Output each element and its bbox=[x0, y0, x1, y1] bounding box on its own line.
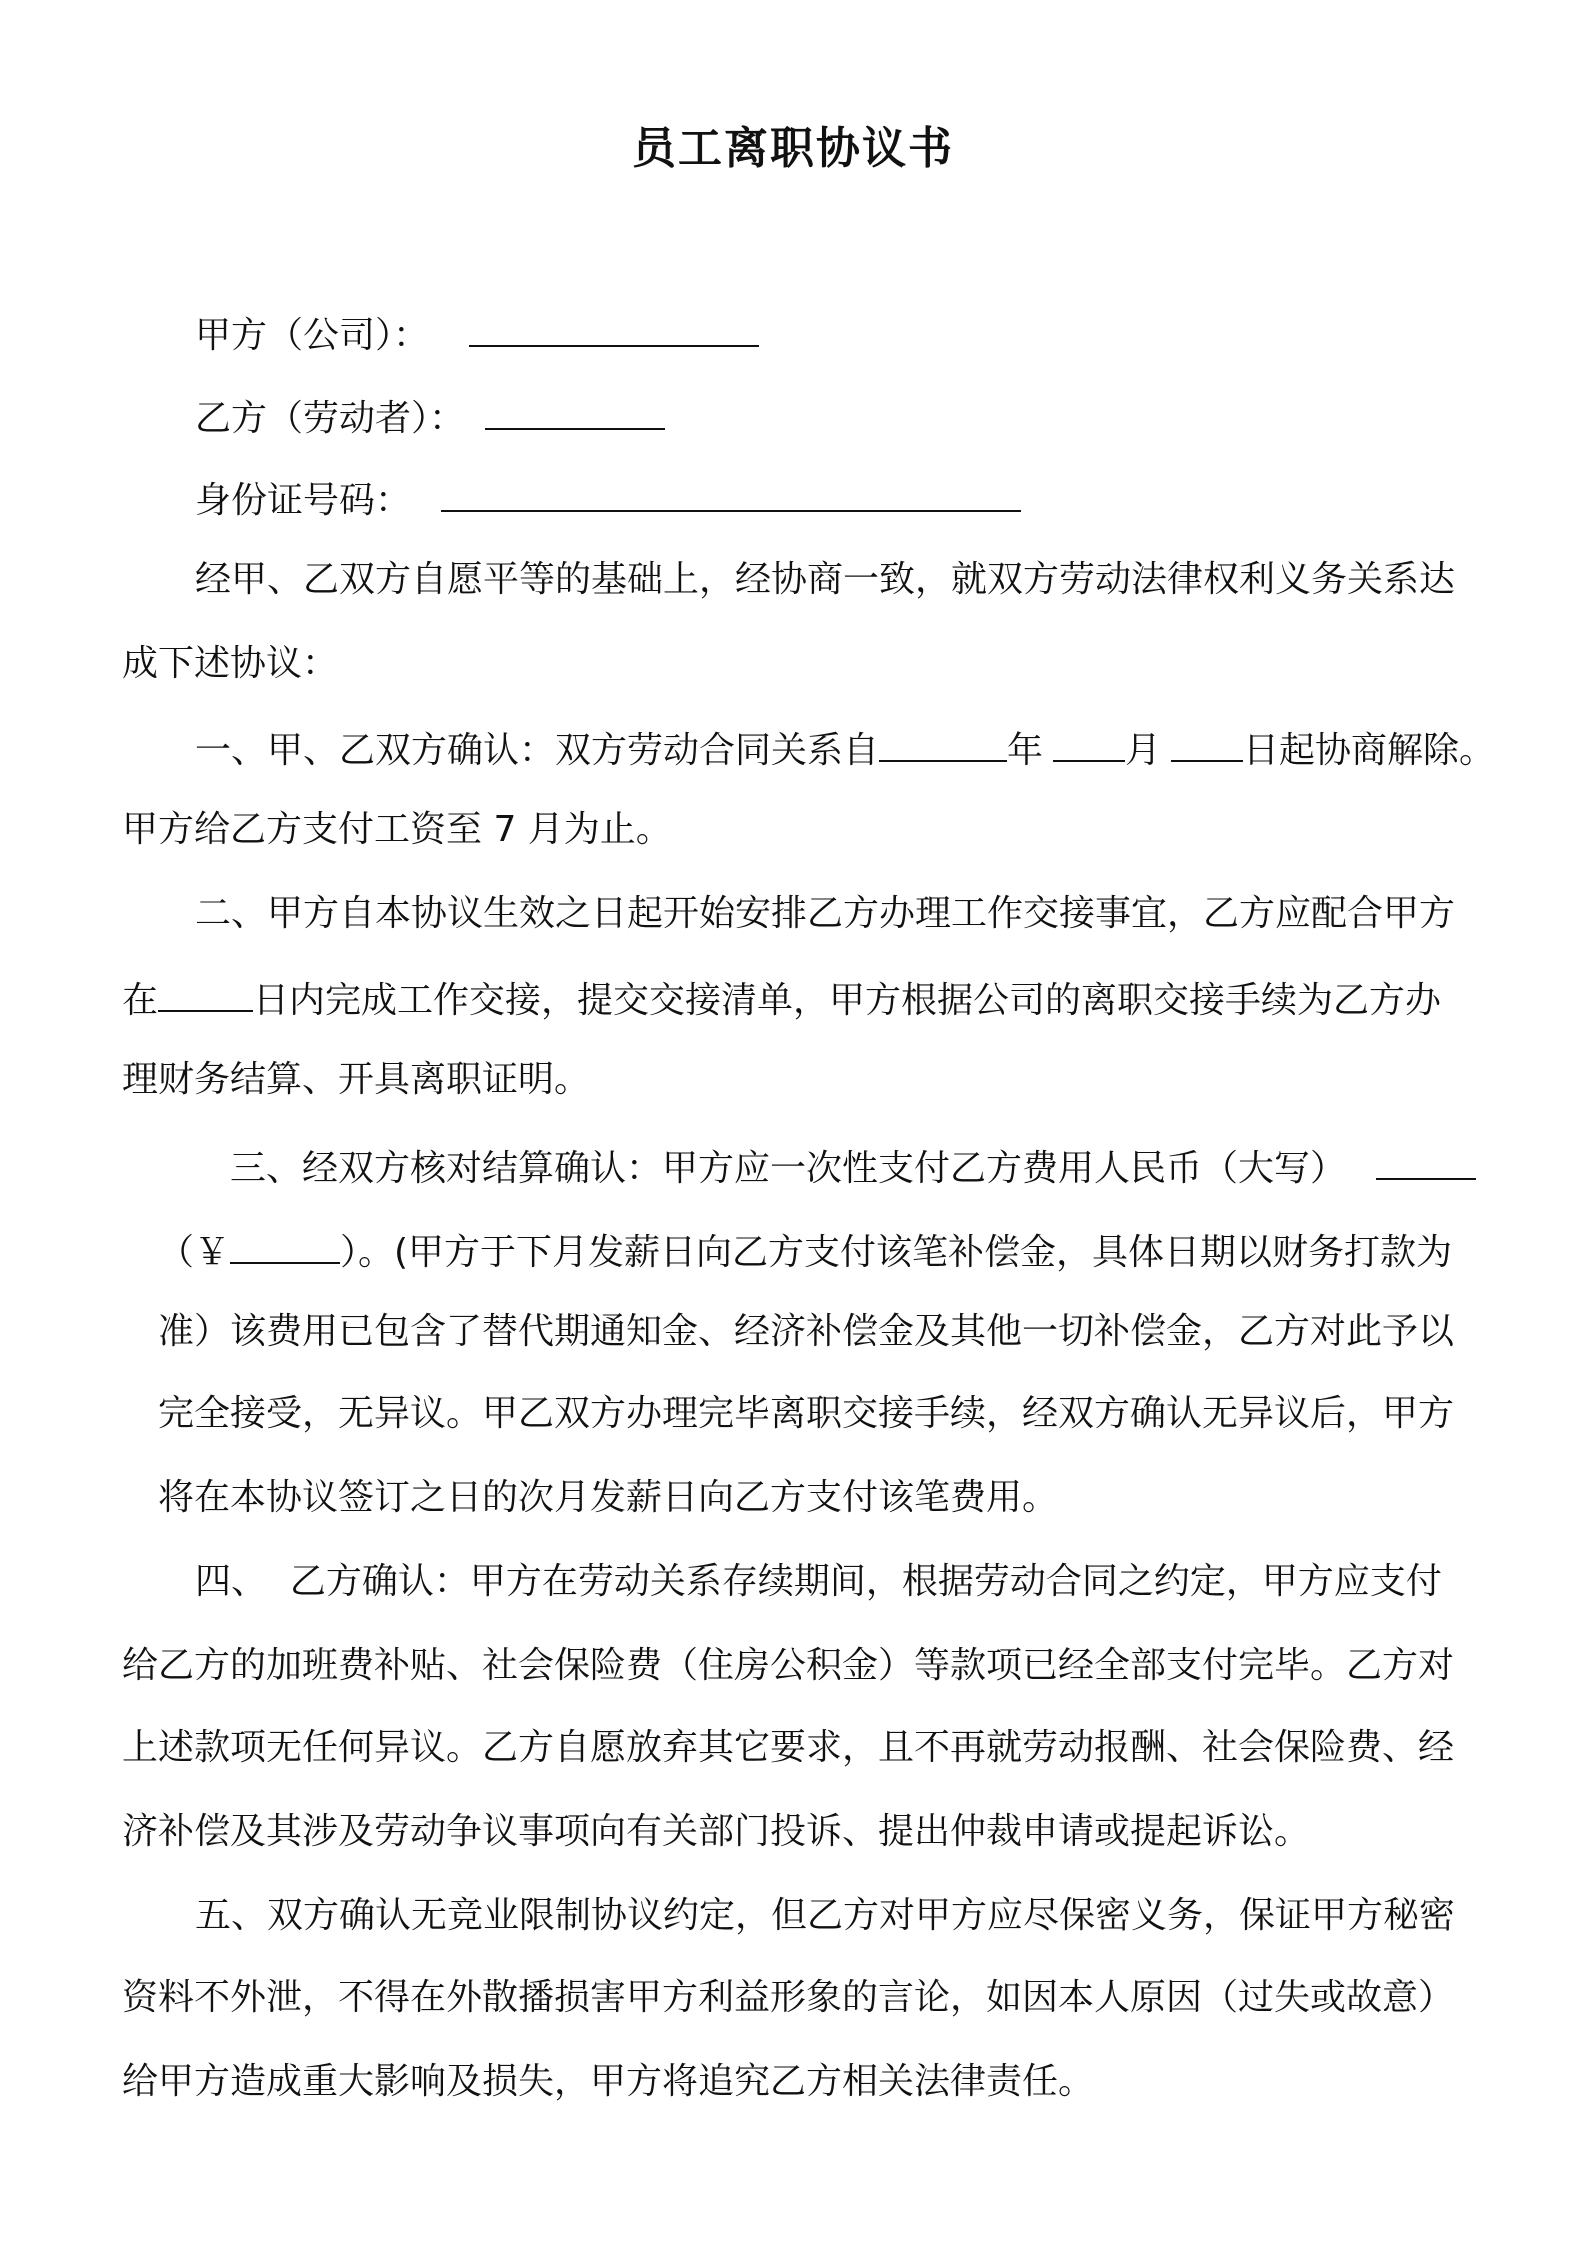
clause-5-line-3: 给甲方造成重大影响及损失，甲方将追究乙方相关法律责任。 bbox=[122, 2061, 1095, 2102]
clause-3-line-2 bbox=[158, 1224, 1452, 1277]
id-number-blank[interactable] bbox=[441, 472, 1021, 512]
clause-3-line-3: 准）该费用已包含了替代期通知金、经济补偿金及其他一切补偿金，乙方对此予以 bbox=[158, 1311, 1455, 1352]
clause-4-line-3: 上述款项无任何异议。乙方自愿放弃其它要求，且不再就劳动报酬、社会保险费、经 bbox=[122, 1727, 1455, 1768]
day-blank[interactable] bbox=[1171, 722, 1243, 762]
year-blank[interactable] bbox=[879, 722, 1007, 762]
party-a-row bbox=[195, 307, 759, 360]
amount-figures-blank[interactable] bbox=[230, 1224, 340, 1264]
clause-2-rest: 日内完成工作交接，提交交接清单，甲方根据公司的离职交接手续为乙方办 bbox=[253, 980, 1442, 1021]
party-b-label: 乙方（劳动者）： bbox=[195, 398, 466, 439]
clause-4-line-2: 给乙方的加班费补贴、社会保险费（住房公积金）等款项已经全部支付完毕。乙方对 bbox=[122, 1645, 1455, 1686]
clause-2-line-2 bbox=[122, 972, 1441, 1025]
clause-1-line-2: 甲方给乙方支付工资至 7 月为止。 bbox=[122, 809, 672, 850]
amount-words-blank[interactable] bbox=[1376, 1140, 1476, 1180]
clause-1-text: 一、甲、乙双方确认：双方劳动合同关系自 bbox=[195, 730, 880, 771]
month-blank[interactable] bbox=[1053, 722, 1125, 762]
clause-3-yen: （￥ bbox=[158, 1232, 231, 1273]
clause-5-line-1: 五、双方确认无竞业限制协议约定，但乙方对甲方应尽保密义务，保证甲方秘密 bbox=[195, 1895, 1456, 1936]
clause-2-start: 在 bbox=[122, 980, 159, 1021]
party-b-blank[interactable] bbox=[485, 390, 665, 430]
id-number-row bbox=[195, 472, 1021, 525]
days-blank[interactable] bbox=[158, 972, 253, 1012]
document-title: 员工离职协议书 bbox=[632, 123, 954, 174]
clause-2-line-1: 二、甲方自本协议生效之日起开始安排乙方办理工作交接事宜，乙方应配合甲方 bbox=[195, 893, 1456, 934]
clause-1-end: 日起协商解除。 bbox=[1243, 730, 1496, 771]
clause-4-line-1: 四、 乙方确认：甲方在劳动关系存续期间，根据劳动合同之约定，甲方应支付 bbox=[195, 1561, 1442, 1602]
id-number-label: 身份证号码： bbox=[195, 480, 412, 521]
clause-4-line-4: 济补偿及其涉及劳动争议事项向有关部门投诉、提出仲裁申请或提起诉讼。 bbox=[122, 1811, 1311, 1852]
clause-1-line-1 bbox=[195, 722, 1495, 775]
clause-5-line-2: 资料不外泄，不得在外散播损害甲方利益形象的言论，如因本人原因（过失或故意） bbox=[122, 1977, 1455, 2018]
clause-3-line-5: 将在本协议签订之日的次月发薪日向乙方支付该笔费用。 bbox=[158, 1477, 1059, 1518]
clause-3-line-1 bbox=[230, 1140, 1476, 1193]
intro-line-1: 经甲、乙双方自愿平等的基础上，经协商一致，就双方劳动法律权利义务关系达 bbox=[195, 559, 1456, 600]
party-a-label: 甲方（公司）： bbox=[195, 315, 430, 356]
intro-line-2: 成下述协议： bbox=[122, 643, 339, 684]
clause-3-rest: ）。(甲方于下月发薪日向乙方支付该笔补偿金，具体日期以财务打款为 bbox=[340, 1232, 1453, 1273]
clause-3-line-4: 完全接受，无异议。甲乙双方办理完毕离职交接手续，经双方确认无异议后，甲方 bbox=[158, 1393, 1455, 1434]
party-a-blank[interactable] bbox=[469, 307, 759, 347]
party-b-row bbox=[195, 390, 665, 443]
month-label: 月 bbox=[1125, 730, 1162, 771]
clause-2-line-3: 理财务结算、开具离职证明。 bbox=[122, 1059, 591, 1100]
clause-3-text: 三、经双方核对结算确认：甲方应一次性支付乙方费用人民币（大写） bbox=[230, 1148, 1347, 1189]
year-label: 年 bbox=[1007, 730, 1044, 771]
